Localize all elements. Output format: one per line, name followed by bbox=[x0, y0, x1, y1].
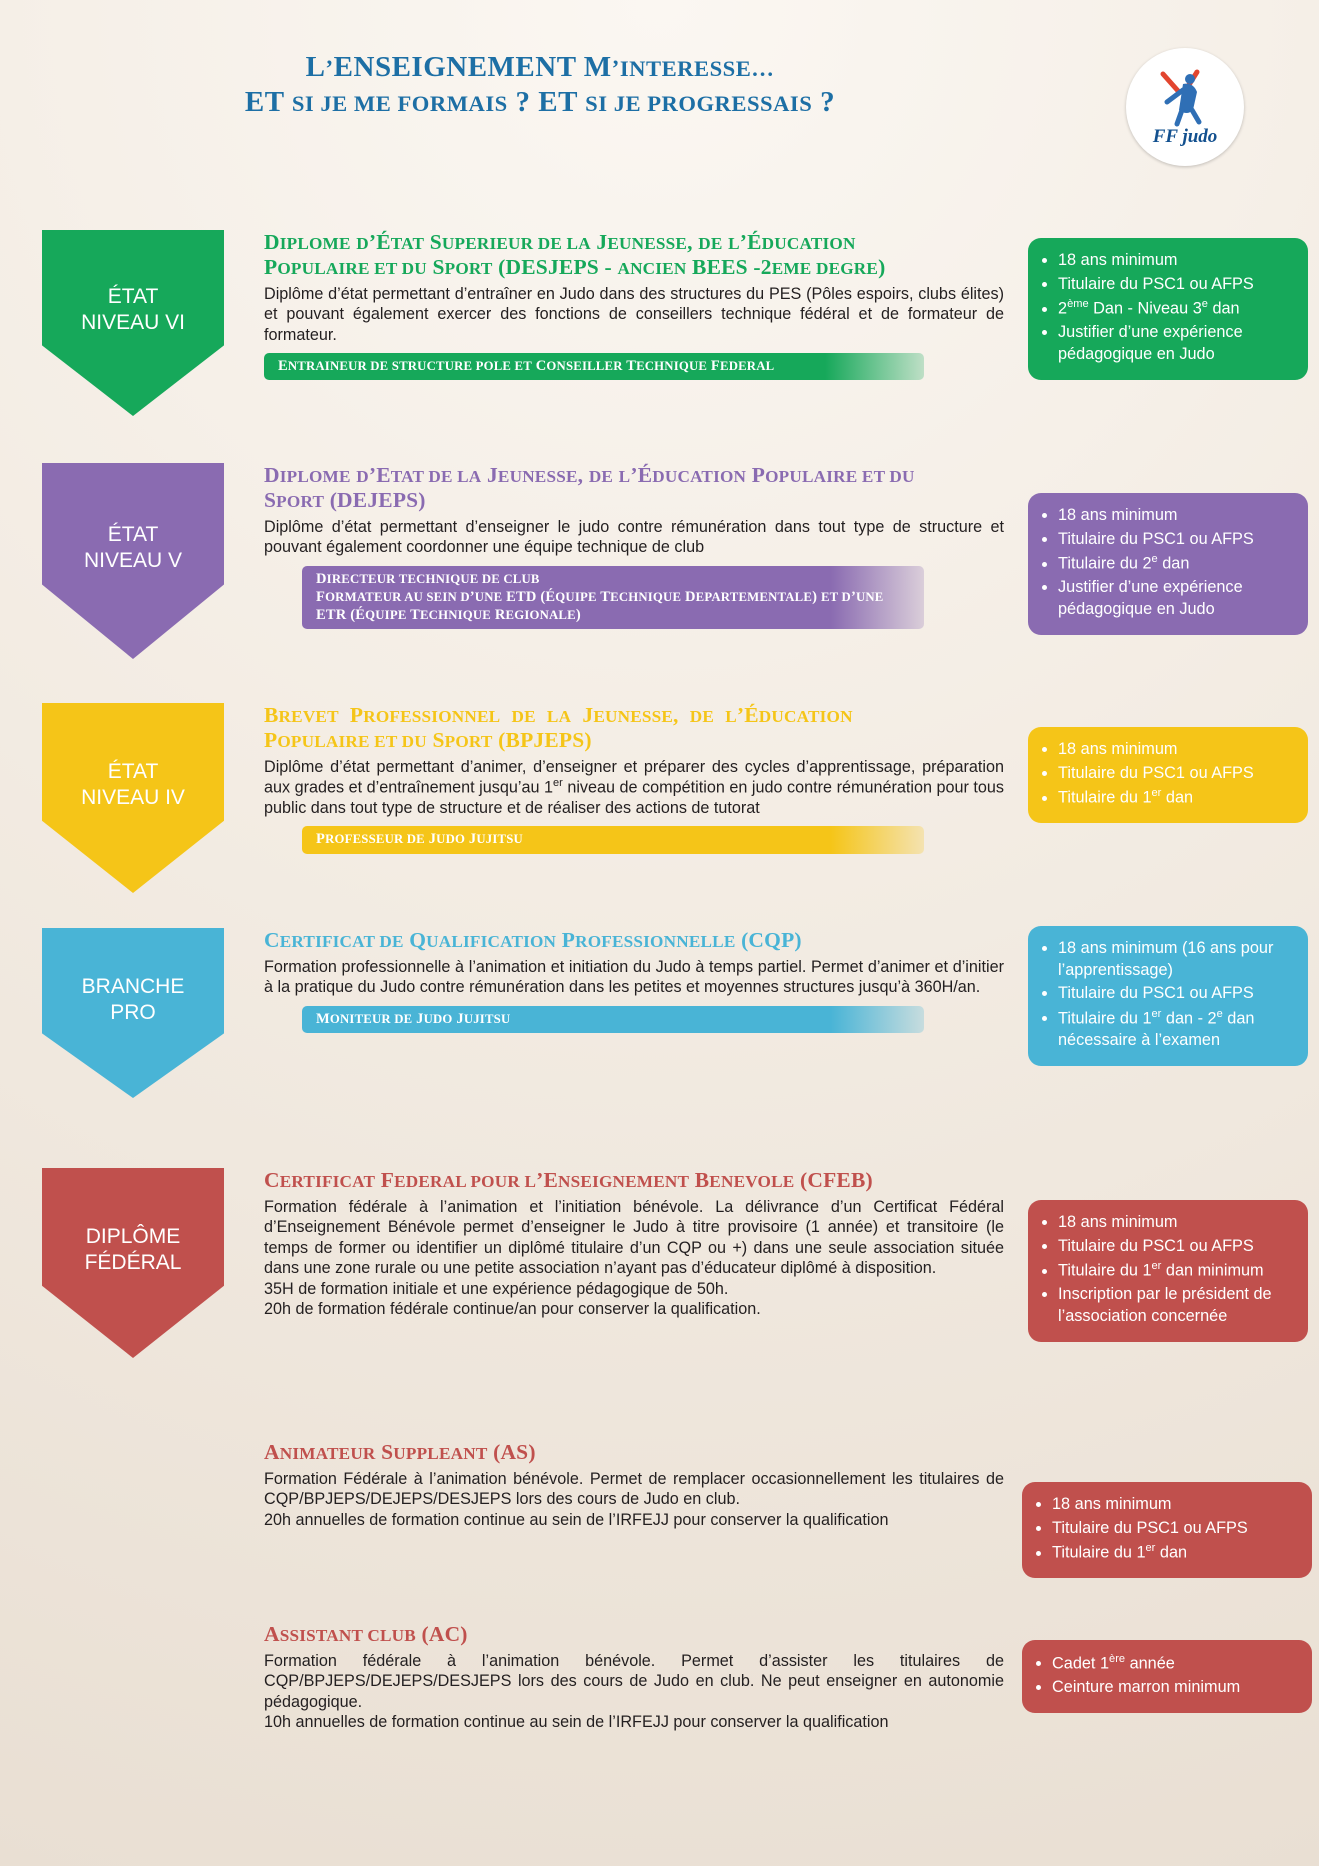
bpjeps-heading: BREVET PROFESSIONNEL DE LA JEUNESSE, DE L’ÉDUCATION POPULAIRE ET DU SPORT (BPJEPS) bbox=[264, 703, 853, 752]
cfeb-body-line3: 20h de formation fédérale continue/an pour conserver la qualification. bbox=[264, 1299, 761, 1318]
condition-item: • Titulaire du 1er dan minimum bbox=[1058, 1259, 1294, 1282]
cqp-body: Formation professionnelle à l’animation et initiation du Judo à temps partiel. Permet d’animer et d’initier à la pratique du Judo contre rémunération dans les petites et moyennes structures jusqu’à 360H/an. bbox=[264, 957, 1004, 997]
cfeb-body: Formation fédérale à l’animation et l’initiation bénévole. La délivrance d’un Certificat Fédéral d’Enseignement Bénévole permet d’enseigner le Judo à titre provisoire (1 année) et transitoire (le temps de former ou identifier un diplômé titulaire d’un CQP ou +) dans une seule association située dans une zone rurale ou une petite association n’ayant pas d’éducateur diplômé à disposition. bbox=[264, 1197, 1004, 1278]
chevron-branche-pro bbox=[42, 928, 224, 1098]
desjeps-heading: DIPLOME D’ÉTAT SUPERIEUR DE LA JEUNESSE, DE L’ÉDUCATION POPULAIRE ET DU SPORT (DESJEPS - ANCIEN BEES -2EME DEGRE) bbox=[264, 230, 886, 279]
condition-item: • 18 ans minimum bbox=[1058, 505, 1294, 527]
row-dejeps bbox=[42, 463, 1282, 663]
bpjeps-conditions bbox=[1028, 727, 1308, 823]
dejeps-body: Diplôme d’état permettant d’enseigner le judo contre rémunération dans tout type de structure et pouvant également coordonner une équipe technique de club bbox=[264, 517, 1004, 557]
desjeps-role: ENTRAINEUR DE STRUCTURE POLE ET CONSEILLER TECHNIQUE FEDERAL bbox=[264, 353, 924, 380]
bpjeps-role: PROFESSEUR DE JUDO JUJITSU bbox=[302, 826, 924, 853]
chevron-label: ÉTAT NIVEAU VI bbox=[81, 285, 185, 334]
cfeb-heading: CERTIFICAT FEDERAL POUR L’ENSEIGNEMENT BENEVOLE (CFEB) bbox=[264, 1168, 873, 1192]
condition-item: • Titulaire du PSC1 ou AFPS bbox=[1058, 529, 1294, 551]
dejeps-role: DIRECTEUR TECHNIQUE DE CLUB FORMATEUR AU SEIN D’UNE ETD (ÉQUIPE TECHNIQUE DEPARTEMENTALE) ET D’UNE ETR (ÉQUIPE TECHNIQUE REGIONALE) bbox=[302, 566, 924, 629]
ac-body: Formation fédérale à l’animation bénévole. Permet d’assister les titulaires de CQP/BPJEPS/DEJEPS/DESJEPS lors des cours de Judo en club. Ne peut enseigner en autonomie pédagogique. bbox=[264, 1651, 1004, 1711]
cfeb-content bbox=[264, 1168, 1004, 1319]
condition-item: • Titulaire du PSC1 ou AFPS bbox=[1052, 1518, 1298, 1540]
condition-item: • 18 ans minimum bbox=[1058, 739, 1294, 761]
bpjeps-body: Diplôme d’état permettant d’animer, d’enseigner et préparer des cycles d’apprentissage, préparation aux grades et d’entraînement jusqu’au 1er niveau de compétition en judo contre rémunération pour tous public dans tout type de structure et de réaliser des actions de tutorat bbox=[264, 757, 1004, 818]
poster-header bbox=[0, 40, 1319, 170]
desjeps-body: Diplôme d’état permettant d’entraîner en Judo dans des structures du PES (Pôles espoirs, clubs élites) et pouvant également exercer des fonctions de conseillers technique fédéral et de formateur de formateur. bbox=[264, 284, 1004, 344]
as-heading: ANIMATEUR SUPPLEANT (AS) bbox=[264, 1440, 536, 1464]
condition-item: • Ceinture marron minimum bbox=[1052, 1677, 1298, 1699]
cqp-conditions bbox=[1028, 926, 1308, 1066]
judoka-icon bbox=[1149, 66, 1221, 132]
as-body-line2: 20h annuelles de formation continue au sein de l’IRFEJJ pour conserver la qualification bbox=[264, 1510, 889, 1529]
ac-heading: ASSISTANT CLUB (AC) bbox=[264, 1622, 468, 1646]
chevron-etat-niveau-iv bbox=[42, 703, 224, 893]
cqp-heading: CERTIFICAT DE QUALIFICATION PROFESSIONNELLE (CQP) bbox=[264, 928, 802, 952]
condition-item: • Inscription par le président de l’association concernée bbox=[1058, 1284, 1294, 1327]
row-cqp bbox=[42, 928, 1282, 1103]
condition-item: • 18 ans minimum bbox=[1058, 250, 1294, 272]
condition-item: • Justifier d’une expérience pédagogique en Judo bbox=[1058, 577, 1294, 620]
row-assistant-club bbox=[42, 1622, 1282, 1782]
row-bpjeps bbox=[42, 703, 1282, 903]
dejeps-conditions bbox=[1028, 493, 1308, 635]
chevron-etat-niveau-vi bbox=[42, 230, 224, 416]
ac-body-line2: 10h annuelles de formation continue au sein de l’IRFEJJ pour conserver la qualification bbox=[264, 1713, 889, 1732]
condition-item: • 18 ans minimum (16 ans pour l’apprentissage) bbox=[1058, 938, 1294, 981]
desjeps-content bbox=[264, 230, 1004, 380]
condition-item: • Titulaire du PSC1 ou AFPS bbox=[1058, 763, 1294, 785]
condition-item: • Titulaire du 2e dan bbox=[1058, 552, 1294, 575]
condition-item: • 2ème Dan - Niveau 3e dan bbox=[1058, 297, 1294, 320]
condition-item: • Titulaire du 1er dan bbox=[1052, 1541, 1298, 1564]
title-line-1: L’ENSEIGNEMENT M’INTERESSE… bbox=[305, 51, 775, 83]
row-cfeb bbox=[42, 1168, 1282, 1408]
condition-item: • Titulaire du 1er dan - 2e dan nécessaire à l’examen bbox=[1058, 1007, 1294, 1052]
title-line-2: ET SI JE ME FORMAIS ? ET SI JE PROGRESSAIS ? bbox=[244, 86, 836, 119]
chevron-diplome-federal bbox=[42, 1168, 224, 1358]
chevron-label: ÉTAT NIVEAU V bbox=[83, 523, 183, 572]
condition-item: • Titulaire du 1er dan bbox=[1058, 786, 1294, 809]
cfeb-conditions bbox=[1028, 1200, 1308, 1342]
as-body: Formation Fédérale à l’animation bénévole. Permet de remplacer occasionnellement les titulaires de CQP/BPJEPS/DEJEPS/DESJEPS lors des cours de Judo en club. bbox=[264, 1469, 1004, 1509]
as-conditions bbox=[1022, 1482, 1312, 1578]
desjeps-conditions bbox=[1028, 238, 1308, 380]
chevron-label: DIPLÔME FÉDÉRAL bbox=[84, 1225, 182, 1274]
bpjeps-content bbox=[264, 703, 1004, 854]
condition-item: • Titulaire du PSC1 ou AFPS bbox=[1058, 1236, 1294, 1258]
as-content bbox=[264, 1440, 1004, 1530]
cqp-content bbox=[264, 928, 1004, 1033]
ac-conditions bbox=[1022, 1640, 1312, 1713]
ac-content bbox=[264, 1622, 1004, 1733]
row-animateur-suppleant bbox=[42, 1440, 1282, 1600]
dejeps-heading: DIPLOME D’ETAT DE LA JEUNESSE, DE L’ÉDUCATION POPULAIRE ET DU SPORT (DEJEPS) bbox=[264, 463, 915, 512]
cqp-role: MONITEUR DE JUDO JUJITSU bbox=[302, 1006, 924, 1033]
cfeb-body-line2: 35H de formation initiale et une expérience pédagogique de 50h. bbox=[264, 1279, 729, 1298]
chevron-etat-niveau-v bbox=[42, 463, 224, 659]
chevron-label: ÉTAT NIVEAU IV bbox=[81, 760, 185, 809]
condition-item: • Titulaire du PSC1 ou AFPS bbox=[1058, 274, 1294, 296]
logo-label: FF judo bbox=[1152, 126, 1218, 147]
ffjudo-logo bbox=[1126, 48, 1244, 166]
page-title bbox=[120, 50, 960, 121]
row-desjeps bbox=[42, 230, 1282, 420]
dejeps-content bbox=[264, 463, 1004, 629]
chevron-label: BRANCHE PRO bbox=[81, 975, 185, 1024]
condition-item: • Titulaire du PSC1 ou AFPS bbox=[1058, 983, 1294, 1005]
condition-item: • 18 ans minimum bbox=[1058, 1212, 1294, 1234]
condition-item: • 18 ans minimum bbox=[1052, 1494, 1298, 1516]
condition-item: • Justifier d’une expérience pédagogique en Judo bbox=[1058, 322, 1294, 365]
condition-item: • Cadet 1ère année bbox=[1052, 1652, 1298, 1675]
